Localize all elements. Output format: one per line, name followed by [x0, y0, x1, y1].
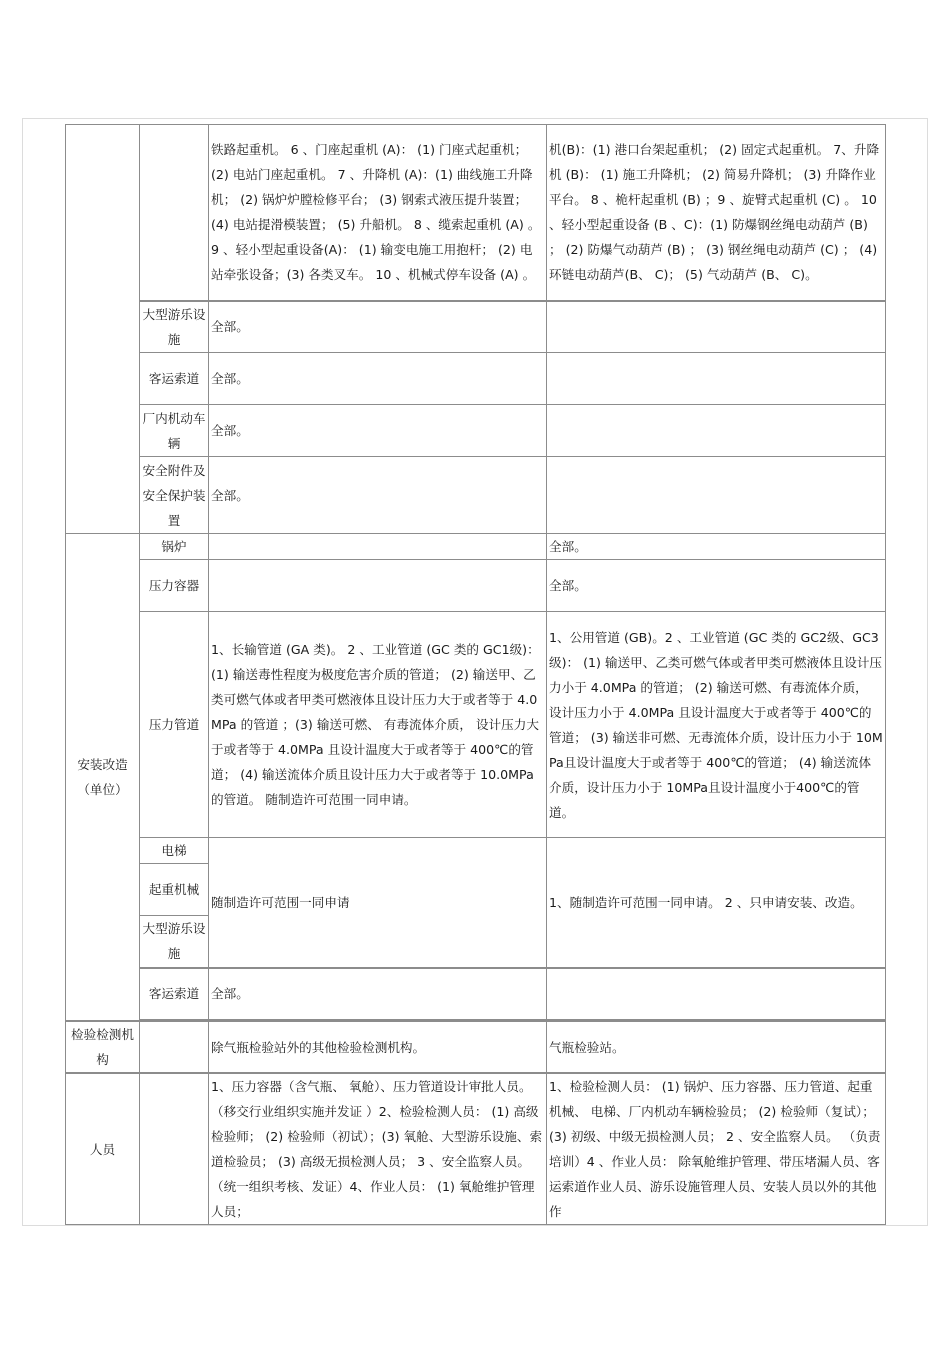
national-scope-cell: 全部。	[209, 405, 547, 457]
category-cell: 检验检测机构	[66, 1021, 140, 1073]
table-row	[66, 612, 886, 838]
category-cell: 安装改造（单位）	[66, 534, 140, 1022]
table-row	[66, 534, 886, 560]
national-scope-cell: 除气瓶检验站外的其他检验检测机构。	[209, 1021, 547, 1073]
table-row	[66, 301, 886, 353]
subcategory-cell: 客运索道	[140, 353, 209, 405]
subcategory-cell: 压力容器	[140, 560, 209, 612]
provincial-scope-cell: 全部。	[547, 560, 886, 612]
subcategory-cell: 起重机械	[140, 864, 209, 916]
category-cell: 人员	[66, 1073, 140, 1225]
subcategory-cell	[140, 1021, 209, 1073]
provincial-scope-cell: 1、随制造许可范围一同申请。 2 、只申请安装、改造。	[547, 838, 886, 968]
national-scope-cell: 全部。	[209, 968, 547, 1020]
provincial-scope-cell	[547, 968, 886, 1020]
national-scope-cell: 1、压力容器（含气瓶、 氧舱）、压力管道设计审批人员。（移交行业组织实施并发证 ）2、检验检测人员： (1) 高级检验师； (2) 检验师（初试）；(3) 氧舱、大型游乐设施、索道检验员； (3) 高级无损检测人员； 3 、安全监察人员。 （统一组织考核、发证）4、作业人员： (1) 氧舱维护管理人员；	[209, 1073, 547, 1225]
provincial-scope-cell: 机(B)：(1) 港口台架起重机； (2) 固定式起重机。 7、升降机 (B)： (1) 施工升降机； (2) 简易升降机； (3) 升降作业平台。 8 、桅杆起重机 (B) ；9 、旋臂式起重机 (C) 。 10 、轻小型起重设备 (B 、C)：(1) 防爆钢丝绳电动葫芦 (B) ； (2) 防爆气动葫芦 (B) ； (3) 钢丝绳电动葫芦 (C) ； (4) 环链电动葫芦(B、 C)； (5) 气动葫芦 (B、 C)。	[547, 125, 886, 301]
subcategory-cell: 安全附件及安全保护装置	[140, 457, 209, 534]
national-scope-cell	[209, 560, 547, 612]
national-scope-cell: 1、长输管道 (GA 类)。 2 、工业管道 (GC 类的 GC1级)： (1) 输送毒性程度为极度危害介质的管道； (2) 输送甲、乙类可燃气体或者甲类可燃液体且设计压力大于或者等于 4.0MPa 的管道 ；(3) 输送可燃、 有毒流体介质， 设计压力大于或者等于 4.0MPa 且设计温度大于或者等于 400℃的管道； (4) 输送流体介质且设计压力大于或者等于 10.0MPa 的管道。 随制造许可范围一同申请。	[209, 612, 547, 838]
table-row	[66, 353, 886, 405]
subcategory-cell: 压力管道	[140, 612, 209, 838]
provincial-scope-cell: 全部。	[547, 534, 886, 560]
subcategory-cell: 客运索道	[140, 968, 209, 1020]
category-cell	[66, 125, 140, 301]
category-cell	[66, 301, 140, 353]
national-scope-cell: 铁路起重机。 6 、门座起重机 (A)： (1) 门座式起重机； (2) 电站门座起重机。 7 、升降机 (A)：(1) 曲线施工升降机； (2) 锅炉炉膛检修平台； (3) 钢索式液压提升装置； (4) 电站提滑模装置； (5) 升船机。 8 、缆索起重机 (A) 。 9 、轻小型起重设备(A)： (1) 输变电施工用抱杆； (2) 电站牵张设备；(3) 各类叉车。 10 、机械式停车设备 (A) 。	[209, 125, 547, 301]
provincial-scope-cell: 1、检验检测人员： (1) 锅炉、压力容器、压力管道、起重机械、 电梯、厂内机动车辆检验员； (2) 检验师（复试）；(3) 初级、中级无损检测人员； 2 、安全监察人员。 （负责培训）4 、作业人员： 除氧舱维护管理、带压堵漏人员、客运索道作业人员、游乐设施管理人员、安装人员以外的其他作	[547, 1073, 886, 1225]
subcategory-cell: 大型游乐设施	[140, 301, 209, 353]
table-row	[66, 838, 886, 864]
subcategory-cell	[140, 125, 209, 301]
subcategory-cell	[140, 1073, 209, 1225]
table-row	[66, 125, 886, 301]
provincial-scope-cell: 气瓶检验站。	[547, 1021, 886, 1073]
provincial-scope-cell	[547, 457, 886, 534]
provincial-scope-cell	[547, 405, 886, 457]
provincial-scope-cell	[547, 301, 886, 353]
subcategory-cell: 厂内机动车辆	[140, 405, 209, 457]
table-row	[66, 560, 886, 612]
subcategory-cell: 大型游乐设施	[140, 916, 209, 968]
national-scope-cell: 全部。	[209, 353, 547, 405]
national-scope-cell: 全部。	[209, 457, 547, 534]
national-scope-cell: 随制造许可范围一同申请	[209, 838, 547, 968]
table-row	[66, 457, 886, 534]
table-row	[66, 968, 886, 1020]
category-cell	[66, 457, 140, 534]
table-row	[66, 1073, 886, 1225]
category-cell	[66, 405, 140, 457]
national-scope-cell	[209, 534, 547, 560]
table-row	[66, 405, 886, 457]
national-scope-cell: 全部。	[209, 301, 547, 353]
provincial-scope-cell: 1、公用管道 (GB)。2 、工业管道 (GC 类的 GC2级、GC3级)： (1) 输送甲、乙类可燃气体或者甲类可燃液体且设计压力小于 4.0MPa 的管道； (2) 输送可燃、有毒流体介质， 设计压力小于 4.0MPa 且设计温度大于或者等于 400℃的管道； (3) 输送非可燃、无毒流体介质，设计压力小于 10MPa且设计温度大于或者等于 400℃的管道； (4) 输送流体介质，设计压力小于 10MPa且设计温度小于400℃的管道。	[547, 612, 886, 838]
subcategory-cell: 锅炉	[140, 534, 209, 560]
provincial-scope-cell	[547, 353, 886, 405]
table-row	[66, 1021, 886, 1073]
licensing-scope-table	[65, 124, 886, 1225]
category-cell	[66, 353, 140, 405]
subcategory-cell: 电梯	[140, 838, 209, 864]
